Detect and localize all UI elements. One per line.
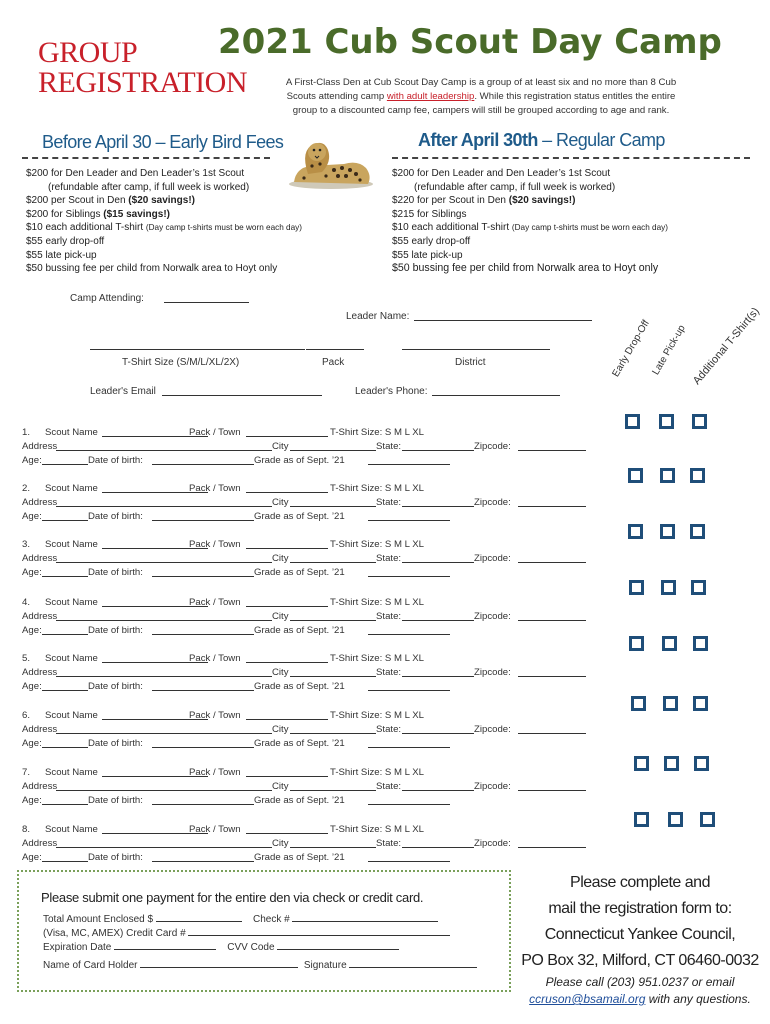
zipcode-label: Zipcode: [474,611,511,622]
late-pick-up-checkbox[interactable] [660,524,675,539]
state-label: State: [376,667,402,678]
dob-field[interactable] [152,566,254,577]
intro-text: A First-Class Den at Cub Scout Day Camp is a group of at least six and no more than 8 Cub Scouts attending camp with adult leadership. While this registration status entitles the entire group to a discounted camp fee, campers will still be grouped according to age and rank. [285,77,677,116]
dob-field[interactable] [152,510,254,521]
state-label: State: [376,441,402,452]
scout-row [22,823,602,865]
zipcode-label: Zipcode: [474,724,511,735]
zipcode-field[interactable] [518,610,586,621]
district-label: District [455,357,486,368]
signature-field[interactable] [349,958,477,968]
scout-name-label: Scout Name [45,483,98,494]
age-label: Age: [22,738,42,749]
dob-field[interactable] [152,454,254,465]
dob-label: Date of birth: [88,738,143,749]
regular-camp-heading: After April 30th – Regular Camp [418,130,665,150]
additional-tshirts-header: Additional T-Shirt(s) [690,305,762,387]
address-label: Address [22,611,58,622]
state-field[interactable] [402,837,474,848]
late-pick-up-checkbox[interactable] [663,696,678,711]
grade-label: Grade as of Sept. ’21 [254,795,345,806]
total-amount-field[interactable] [156,912,242,922]
state-field[interactable] [402,610,474,621]
registration-line: REGISTRATION [38,66,247,99]
city-field[interactable] [290,837,376,848]
dob-field[interactable] [152,737,254,748]
tshirt-size-options[interactable]: T-Shirt Size: S M L XL [330,597,425,608]
scout-name-label: Scout Name [45,597,98,608]
zipcode-label: Zipcode: [474,441,511,452]
age-field[interactable] [42,680,88,691]
early-drop-off-checkbox[interactable] [634,812,649,827]
address-field[interactable] [56,610,272,621]
city-label: City [272,667,289,678]
pack-town-field[interactable] [246,823,328,834]
state-field[interactable] [402,496,474,507]
credit-card-field[interactable] [188,926,450,936]
leader-phone-label: Leader's Phone: [355,386,428,397]
age-field[interactable] [42,454,88,465]
scout-name-label: Scout Name [45,767,98,778]
tshirt-size-options[interactable]: T-Shirt Size: S M L XL [330,767,425,778]
grade-label: Grade as of Sept. ’21 [254,625,345,636]
age-field[interactable] [42,510,88,521]
pack-town-field[interactable] [246,482,328,493]
page-title: 2021 Cub Scout Day Camp [218,22,722,62]
address-field[interactable] [56,723,272,734]
additional-tshirt-checkbox[interactable] [690,524,705,539]
dob-label: Date of birth: [88,455,143,466]
late-pick-up-checkbox[interactable] [664,756,679,771]
payment-expiration-row: Expiration Date CVV Code [43,940,399,953]
late-pick-up-checkbox[interactable] [659,414,674,429]
early-drop-off-checkbox[interactable] [625,414,640,429]
pack-town-field[interactable] [246,426,328,437]
pack-town-label: Pack / Town [189,767,241,778]
state-field[interactable] [402,780,474,791]
state-label: State: [376,497,402,508]
age-label: Age: [22,681,42,692]
grade-label: Grade as of Sept. ’21 [254,852,345,863]
dob-field[interactable] [152,851,254,862]
mailing-info: Please complete and mail the registration form to: Connecticut Yankee Council, PO Box 32, Milford, CT 06460-0032 Please call (203) 951.0237 or email ccruson@bsamail.org with any questions. [521,874,759,1006]
additional-tshirt-checkbox[interactable] [691,580,706,595]
grade-label: Grade as of Sept. ’21 [254,738,345,749]
state-label: State: [376,781,402,792]
address-field[interactable] [56,440,272,451]
city-label: City [272,497,289,508]
tshirt-size-label: T-Shirt Size (S/M/L/XL/2X) [122,357,240,368]
leader-name-field[interactable] [414,311,592,321]
grade-label: Grade as of Sept. ’21 [254,567,345,578]
scout-name-label: Scout Name [45,427,98,438]
leader-email-field[interactable] [162,386,322,396]
dob-label: Date of birth: [88,681,143,692]
zipcode-field[interactable] [518,440,586,451]
grade-label: Grade as of Sept. ’21 [254,455,345,466]
scout-row [22,538,602,580]
zipcode-label: Zipcode: [474,497,511,508]
early-bird-heading: Before April 30 – Early Bird Fees [42,132,284,152]
grade-field[interactable] [368,794,450,805]
tshirt-size-options[interactable]: T-Shirt Size: S M L XL [330,653,425,664]
pack-town-label: Pack / Town [189,539,241,550]
leader-email-label: Leader's Email [90,386,156,397]
pack-town-field[interactable] [246,538,328,549]
age-field[interactable] [42,794,88,805]
grade-field[interactable] [368,454,450,465]
pack-town-label: Pack / Town [189,653,241,664]
early-drop-off-checkbox[interactable] [634,756,649,771]
state-field[interactable] [402,666,474,677]
zipcode-field[interactable] [518,723,586,734]
pack-town-field[interactable] [246,596,328,607]
tshirt-size-options[interactable]: T-Shirt Size: S M L XL [330,427,425,438]
pack-label: Pack [322,357,345,368]
scout-number: 2. [22,483,31,494]
pack-field[interactable] [306,340,364,350]
early-drop-off-checkbox[interactable] [628,524,643,539]
zipcode-label: Zipcode: [474,781,511,792]
address-field[interactable] [56,780,272,791]
payment-title: Please submit one payment for the entire den via check or credit card. [41,890,424,905]
address-label: Address [22,781,58,792]
email-link[interactable]: ccruson@bsamail.org [529,992,646,1006]
age-field[interactable] [42,566,88,577]
scout-number: 8. [22,824,31,835]
additional-tshirt-checkbox[interactable] [700,812,715,827]
scout-row [22,482,602,524]
check-number-field[interactable] [292,912,438,922]
city-field[interactable] [290,723,376,734]
late-pick-up-header: Late Pick-up [650,323,688,377]
group-registration-title [38,36,247,99]
zipcode-field[interactable] [518,837,586,848]
scout-row [22,709,602,751]
scout-row [22,596,602,638]
additional-tshirt-checkbox[interactable] [693,636,708,651]
regular-fee-list: $200 for Den Leader and Den Leader’s 1st Scout (refundable after camp, if full week is worked) $220 for per Scout in Den ($20 savings!) $215 for Siblings $10 each additional T-shirt (Day camp t-shirts must be worn each day) $55 early drop-off $55 late pick-up $50 bussing fee per child from Norwalk area to Hoyt only [392,168,668,275]
state-label: State: [376,724,402,735]
state-label: State: [376,838,402,849]
early-drop-off-checkbox[interactable] [631,696,646,711]
zipcode-field[interactable] [518,552,586,563]
early-divider [22,157,270,159]
pack-town-label: Pack / Town [189,824,241,835]
city-label: City [272,724,289,735]
scout-number: 6. [22,710,31,721]
pack-town-label: Pack / Town [189,710,241,721]
address-label: Address [22,838,58,849]
card-holder-field[interactable] [140,958,298,968]
city-field[interactable] [290,496,376,507]
tshirt-size-options[interactable]: T-Shirt Size: S M L XL [330,710,425,721]
address-field[interactable] [56,666,272,677]
age-label: Age: [22,795,42,806]
leader-name-label: Leader Name: [346,311,410,322]
additional-tshirt-checkbox[interactable] [693,696,708,711]
additional-tshirt-checkbox[interactable] [690,468,705,483]
additional-tshirt-checkbox[interactable] [692,414,707,429]
age-field[interactable] [42,624,88,635]
pack-town-label: Pack / Town [189,483,241,494]
age-label: Age: [22,852,42,863]
camp-attending-field[interactable] [164,293,249,303]
late-pick-up-checkbox[interactable] [668,812,683,827]
scout-name-label: Scout Name [45,653,98,664]
scout-number: 5. [22,653,31,664]
scout-name-label: Scout Name [45,710,98,721]
group-line: GROUP [38,36,138,69]
age-label: Age: [22,455,42,466]
district-field[interactable] [402,340,550,350]
late-pick-up-checkbox[interactable] [660,468,675,483]
early-drop-off-checkbox[interactable] [629,636,644,651]
dob-field[interactable] [152,624,254,635]
state-field[interactable] [402,723,474,734]
early-drop-off-checkbox[interactable] [629,580,644,595]
address-field[interactable] [56,552,272,563]
dob-label: Date of birth: [88,567,143,578]
early-fee-list: $200 for Den Leader and Den Leader’s 1st Scout (refundable after camp, if full week is worked) $200 per Scout in Den ($20 savings!) $200 for Siblings ($15 savings!) $10 each additional T-shirt (Day camp t-shirts must be worn each day) $55 early drop-off $55 late pick-up $50 bussing fee per child from Norwalk area to Hoyt only [26,168,302,275]
address-label: Address [22,441,58,452]
scout-row [22,426,602,468]
late-pick-up-checkbox[interactable] [661,580,676,595]
scout-name-label: Scout Name [45,824,98,835]
scout-number: 3. [22,539,31,550]
age-field[interactable] [42,851,88,862]
scout-number: 4. [22,597,31,608]
state-label: State: [376,553,402,564]
payment-total-row: Total Amount Enclosed $ Check # [43,912,438,925]
grade-field[interactable] [368,680,450,691]
camp-attending-label: Camp Attending: [70,293,144,304]
tshirt-size-field[interactable] [90,340,305,350]
address-label: Address [22,724,58,735]
dob-label: Date of birth: [88,852,143,863]
state-label: State: [376,611,402,622]
scout-row [22,652,602,694]
tshirt-size-options[interactable]: T-Shirt Size: S M L XL [330,483,425,494]
leader-phone-field[interactable] [432,386,560,396]
city-field[interactable] [290,552,376,563]
zipcode-field[interactable] [518,780,586,791]
city-label: City [272,838,289,849]
dob-label: Date of birth: [88,511,143,522]
city-field[interactable] [290,666,376,677]
age-field[interactable] [42,737,88,748]
scout-number: 1. [22,427,31,438]
pack-town-field[interactable] [246,766,328,777]
scout-number: 7. [22,767,31,778]
grade-field[interactable] [368,624,450,635]
zipcode-label: Zipcode: [474,838,511,849]
payment-card-row: (Visa, MC, AMEX) Credit Card # [43,926,450,939]
grade-field[interactable] [368,851,450,862]
age-label: Age: [22,625,42,636]
city-label: City [272,611,289,622]
regular-divider [392,157,750,159]
city-label: City [272,781,289,792]
dob-label: Date of birth: [88,625,143,636]
dob-field[interactable] [152,794,254,805]
pack-town-field[interactable] [246,652,328,663]
zipcode-field[interactable] [518,666,586,677]
city-label: City [272,553,289,564]
tshirt-size-options[interactable]: T-Shirt Size: S M L XL [330,824,425,835]
zipcode-label: Zipcode: [474,667,511,678]
age-label: Age: [22,511,42,522]
early-drop-off-header: Early Drop-Off [610,318,652,379]
state-field[interactable] [402,440,474,451]
address-label: Address [22,553,58,564]
grade-label: Grade as of Sept. ’21 [254,681,345,692]
city-field[interactable] [290,440,376,451]
state-field[interactable] [402,552,474,563]
grade-field[interactable] [368,566,450,577]
address-field[interactable] [56,837,272,848]
late-pick-up-checkbox[interactable] [662,636,677,651]
early-drop-off-checkbox[interactable] [628,468,643,483]
pack-town-label: Pack / Town [189,597,241,608]
payment-holder-row: Name of Card Holder Signature [43,958,477,971]
expiration-date-field[interactable] [114,940,216,950]
dob-label: Date of birth: [88,795,143,806]
cvv-field[interactable] [277,940,399,950]
dob-field[interactable] [152,680,254,691]
grade-field[interactable] [368,510,450,521]
additional-tshirt-checkbox[interactable] [694,756,709,771]
city-field[interactable] [290,610,376,621]
scout-name-label: Scout Name [45,539,98,550]
city-label: City [272,441,289,452]
address-label: Address [22,497,58,508]
scout-row [22,766,602,808]
grade-field[interactable] [368,737,450,748]
adult-leadership-link[interactable]: with adult leadership [386,91,475,102]
pack-town-field[interactable] [246,709,328,720]
address-label: Address [22,667,58,678]
address-field[interactable] [56,496,272,507]
age-label: Age: [22,567,42,578]
tshirt-size-options[interactable]: T-Shirt Size: S M L XL [330,539,425,550]
pack-town-label: Pack / Town [189,427,241,438]
zipcode-label: Zipcode: [474,553,511,564]
grade-label: Grade as of Sept. ’21 [254,511,345,522]
city-field[interactable] [290,780,376,791]
zipcode-field[interactable] [518,496,586,507]
